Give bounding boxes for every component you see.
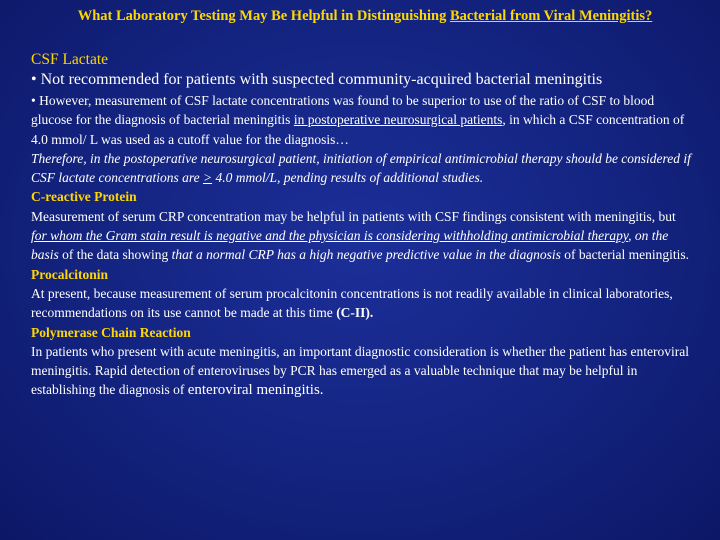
procalcitonin-text-body: At present, because measurement of serum procalcitonin concentrations is not readily available in clinical laboratories, recommendations on its use cannot be made at this time bbox=[31, 285, 673, 321]
slide-title bbox=[40, 6, 690, 26]
csf-lactate-bullet-2 bbox=[31, 91, 691, 149]
crp-text bbox=[31, 207, 691, 265]
title-part2: Bacterial from Viral Meningitis? bbox=[449, 8, 653, 24]
title-part1: What Laboratory Testing May Be Helpful in Distinguishing bbox=[77, 8, 447, 24]
pcr-text bbox=[31, 342, 691, 401]
csf-lactate-italic-note bbox=[31, 149, 691, 188]
crp-text-mid: , on the basis bbox=[31, 228, 669, 263]
pcr-text-body: In patients who present with acute meningitis, an important diagnostic consideration is whether the patient has enteroviral meningitis. Rapid detection of enteroviruses by PCR has emerged as a valuable technique that may be helpful in establishing the diagnosis of bbox=[31, 343, 689, 398]
csf-bullet2-post: , in which a CSF concentration of 4.0 mmol/ L was used as a cutoff value for the diagnosis… bbox=[31, 112, 685, 147]
csf-italic-ge: > bbox=[202, 170, 213, 186]
pcr-heading: Polymerase Chain Reaction bbox=[31, 324, 191, 340]
crp-text-pre: Measurement of serum CRP concentration may be helpful in patients with CSF findings consistent with meningitis, but bbox=[31, 208, 676, 224]
crp-heading: C-reactive Protein bbox=[31, 189, 137, 205]
csf-lactate-heading: CSF Lactate bbox=[31, 51, 109, 68]
procalcitonin-grade: (C-II). bbox=[336, 305, 374, 321]
crp-text-italic-underlined: for whom the Gram stain result is negative and the physician is considering withholding antimicrobial therapy bbox=[31, 228, 629, 244]
slide-content bbox=[31, 50, 691, 401]
procalcitonin-text bbox=[31, 284, 691, 323]
pcr-text-end: enteroviral meningitis. bbox=[187, 382, 324, 399]
csf-bullet2-pre: • However, measurement of CSF lactate concentrations was found to be superior to use of the ratio of CSF to blood glucose for the diagnosis of bacterial meningitis bbox=[31, 93, 655, 128]
csf-italic-pre: Therefore, in the postoperative neurosurgical patient, initiation of empirical antimicrobial therapy should be considered if CSF lactate concentrations are bbox=[31, 150, 691, 186]
crp-text-mid2: of the data showing bbox=[58, 247, 172, 263]
crp-text-post: of bacterial meningitis. bbox=[560, 247, 690, 263]
crp-text-italic2: that a normal CRP has a high negative predictive value in the diagnosis bbox=[171, 247, 561, 263]
csf-lactate-bullet-1: • Not recommended for patients with suspected community-acquired bacterial meningitis bbox=[31, 71, 603, 88]
procalcitonin-heading: Procalcitonin bbox=[31, 266, 108, 282]
csf-italic-post: 4.0 mmol/L, pending results of additional studies. bbox=[212, 170, 484, 186]
csf-bullet2-underlined: in postoperative neurosurgical patients bbox=[293, 112, 503, 128]
